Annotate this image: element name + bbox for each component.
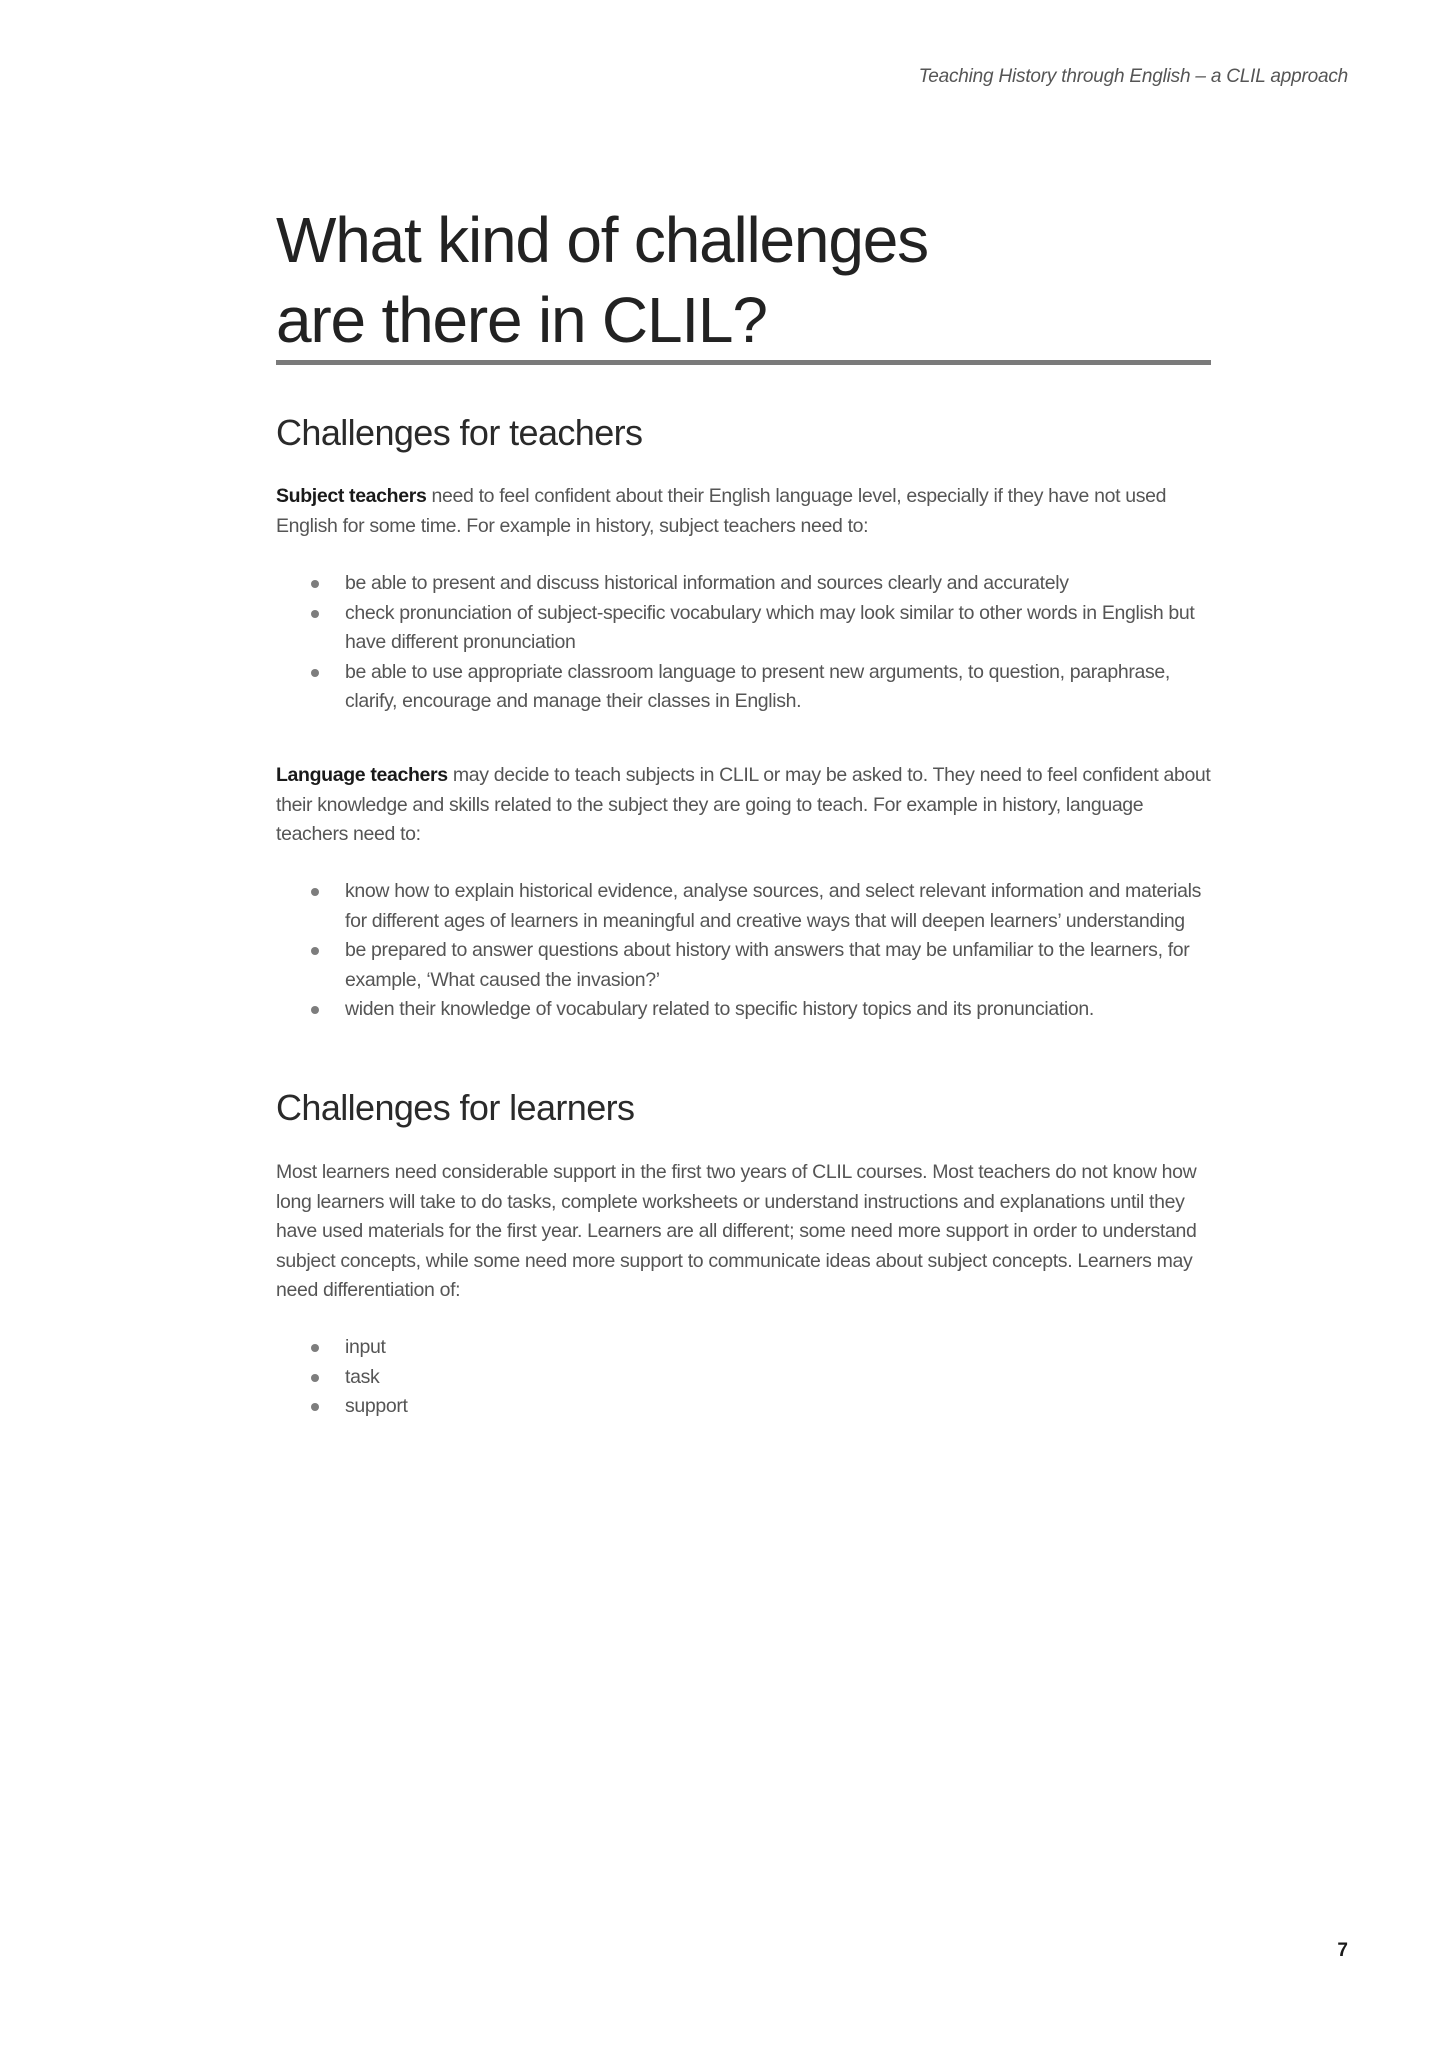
list-item <box>276 1333 1211 1363</box>
list-item-text: check pronunciation of subject-specific vocabulary which may look similar to other words in English but have different pronunciation <box>345 601 1195 653</box>
list-item-text: know how to explain historical evidence, analyse sources, and select relevant information and materials for different ages of learners in meaningful and creative ways that will deepen learners’ understanding <box>345 880 1202 932</box>
section-heading-teachers: Challenges for teachers <box>276 412 643 453</box>
page-number: 7 <box>1337 1940 1348 1961</box>
page-title-line-2: are there in CLIL? <box>276 284 767 356</box>
list-item <box>276 936 1211 995</box>
bullet-list-subject-teachers <box>276 569 1211 717</box>
bold-lead-language-teachers: Language teachers <box>276 764 448 786</box>
list-item-text: task <box>345 1365 380 1388</box>
bullet-icon <box>311 1344 319 1352</box>
bullet-icon <box>311 947 319 955</box>
section-heading-learners: Challenges for learners <box>276 1087 635 1128</box>
bullet-list-differentiation <box>276 1333 1211 1422</box>
list-item <box>276 658 1211 717</box>
list-item-text: be able to present and discuss historical information and sources clearly and accurately <box>345 572 1069 594</box>
bullet-list-language-teachers <box>276 877 1211 1025</box>
list-item-text: widen their knowledge of vocabulary related to specific history topics and its pronunciation. <box>345 998 1094 1020</box>
bullet-icon <box>311 580 319 588</box>
paragraph-learners: Most learners need considerable support in the first two years of CLIL courses. Most teachers do not know how long learners will take to do tasks, complete worksheets or understand instructions and explanations until they have used materials for the first year. Learners are all different; some need more support in order to understand subject concepts, while some need more support to communicate ideas about subject concepts. Learners may need differentiation of: <box>276 1161 1197 1301</box>
paragraph-text: need to feel confident about their English language level, especially if they have not used English for some time. For example in history, subject teachers need to: <box>276 485 1167 537</box>
paragraph-language-teachers <box>276 761 1211 850</box>
bold-lead-subject-teachers: Subject teachers <box>276 485 427 507</box>
list-item-text: support <box>345 1395 408 1417</box>
running-header: Teaching History through English – a CLIL approach <box>918 66 1348 87</box>
page-title <box>276 200 1211 360</box>
list-item-text: be able to use appropriate classroom language to present new arguments, to question, paraphrase, clarify, encourage and manage their classes in English. <box>345 660 1170 712</box>
bullet-icon <box>311 610 319 618</box>
list-item <box>276 877 1211 936</box>
paragraph-subject-teachers <box>276 482 1211 541</box>
bullet-icon <box>311 1374 319 1382</box>
paragraph-text: may decide to teach subjects in CLIL or may be asked to. They need to feel confident about their knowledge and skills related to the subject they are going to teach. For example in history, language teachers need to: <box>276 764 1211 845</box>
list-item-text: be prepared to answer questions about history with answers that may be unfamiliar to the learners, for example, ‘What caused the invasion?’ <box>345 939 1190 991</box>
bullet-icon <box>311 1006 319 1014</box>
list-item <box>276 599 1211 658</box>
list-item-text: input <box>345 1336 386 1358</box>
list-item <box>276 995 1211 1025</box>
list-item <box>276 1363 1211 1393</box>
page-title-line-1: What kind of challenges <box>276 204 928 276</box>
title-underline-rule <box>276 360 1211 365</box>
bullet-icon <box>311 669 319 677</box>
list-item <box>276 1392 1211 1422</box>
bullet-icon <box>311 888 319 896</box>
list-item <box>276 569 1211 599</box>
bullet-icon <box>311 1403 319 1411</box>
